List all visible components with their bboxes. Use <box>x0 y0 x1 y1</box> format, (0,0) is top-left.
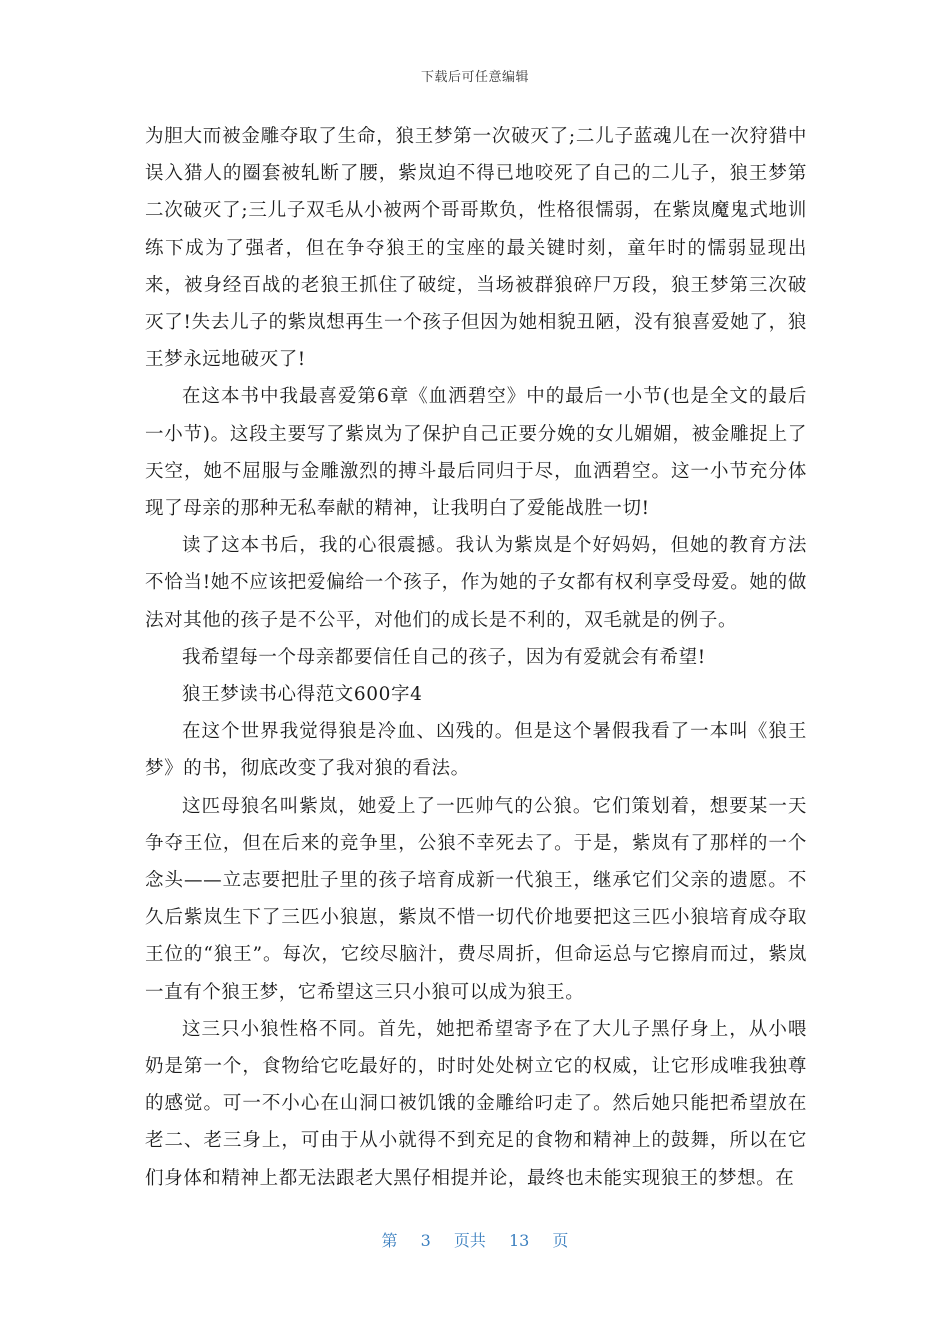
paragraph-2: 在这本书中我最喜爱第6章《血洒碧空》中的最后一小节(也是全文的最后一小节)。这段主要写了紫岚为了保护自己正要分娩的女儿媚媚，被金雕捉上了天空，她不屈服与金雕激烈的搏斗最后同归于尽，血洒碧空。这一小节充分体现了母亲的那种无私奉献的精神，让我明白了爱能战胜一切! <box>145 386 807 520</box>
paragraph-5: 在这个世界我觉得狼是冷血、凶残的。但是这个暑假我看了一本叫《狼王梦》的书，彻底改变了我对狼的看法。 <box>145 721 807 780</box>
page-header: 下载后可任意编辑 <box>420 70 529 85</box>
paragraph-7: 这三只小狼性格不同。首先，她把希望寄予在了大儿子黑仔身上，从小喂奶是第一个，食物给它吃最好的，时时处处树立它的权威，让它形成唯我独尊的感觉。可一不小心在山洞口被饥饿的金雕给叼走了。然后她只能把希望放在老二、老三身上，可由于从小就得不到充足的食物和精神上的鼓舞，所以在它们身体和精神上都无法跟老大黑仔相提并论，最终也未能实现狼王的梦想。在 <box>145 1018 807 1189</box>
paragraph-4: 我希望每一个母亲都要信任自己的孩子，因为有爱就会有希望! <box>182 646 706 668</box>
document-body <box>145 118 807 1197</box>
paragraph-3: 读了这本书后，我的心很震撼。我认为紫岚是个好妈妈，但她的教育方法不恰当!她不应该把爱偏给一个孩子，作为她的子女都有权利享受母爱。她的做法对其他的孩子是不公平，对他们的成长是不利的，双毛就是的例子。 <box>145 535 807 631</box>
paragraph-6: 这匹母狼名叫紫岚，她爱上了一匹帅气的公狼。它们策划着，想要某一天争夺王位，但在后来的竞争里，公狼不幸死去了。于是，紫岚有了那样的一个念头——立志要把肚子里的孩子培育成新一代狼王，继承它们父亲的遗愿。不久后紫岚生下了三匹小狼崽，紫岚不惜一切代价地要把这三匹小狼培育成夺取王位的“狼王”。每次，它绞尽脑汁，费尽周折，但命运总与它擦肩而过，紫岚一直有个狼王梦，它希望这三只小狼可以成为狼王。 <box>145 795 807 1003</box>
section-heading: 狼王梦读书心得范文600字4 <box>182 684 423 706</box>
paragraph-1: 为胆大而被金雕夺取了生命，狼王梦第一次破灭了;二儿子蓝魂儿在一次狩猎中误入猎人的圈套被轧断了腰，紫岚迫不得已地咬死了自己的二儿子，狼王梦第二次破灭了;三儿子双毛从小被两个哥哥欺负，性格很懦弱，在紫岚魔鬼式地训练下成为了强者，但在争夺狼王的宝座的最关键时刻，童年时的懦弱显现出来，被身经百战的老狼王抓住了破绽，当场被群狼碎尸万段，狼王梦第三次破灭了!失去儿子的紫岚想再生一个孩子但因为她相貌丑陋，没有狼喜爱她了，狼王梦永远地破灭了! <box>145 126 807 371</box>
page-number-footer: 第 3 页共 13 页 <box>381 1231 569 1250</box>
